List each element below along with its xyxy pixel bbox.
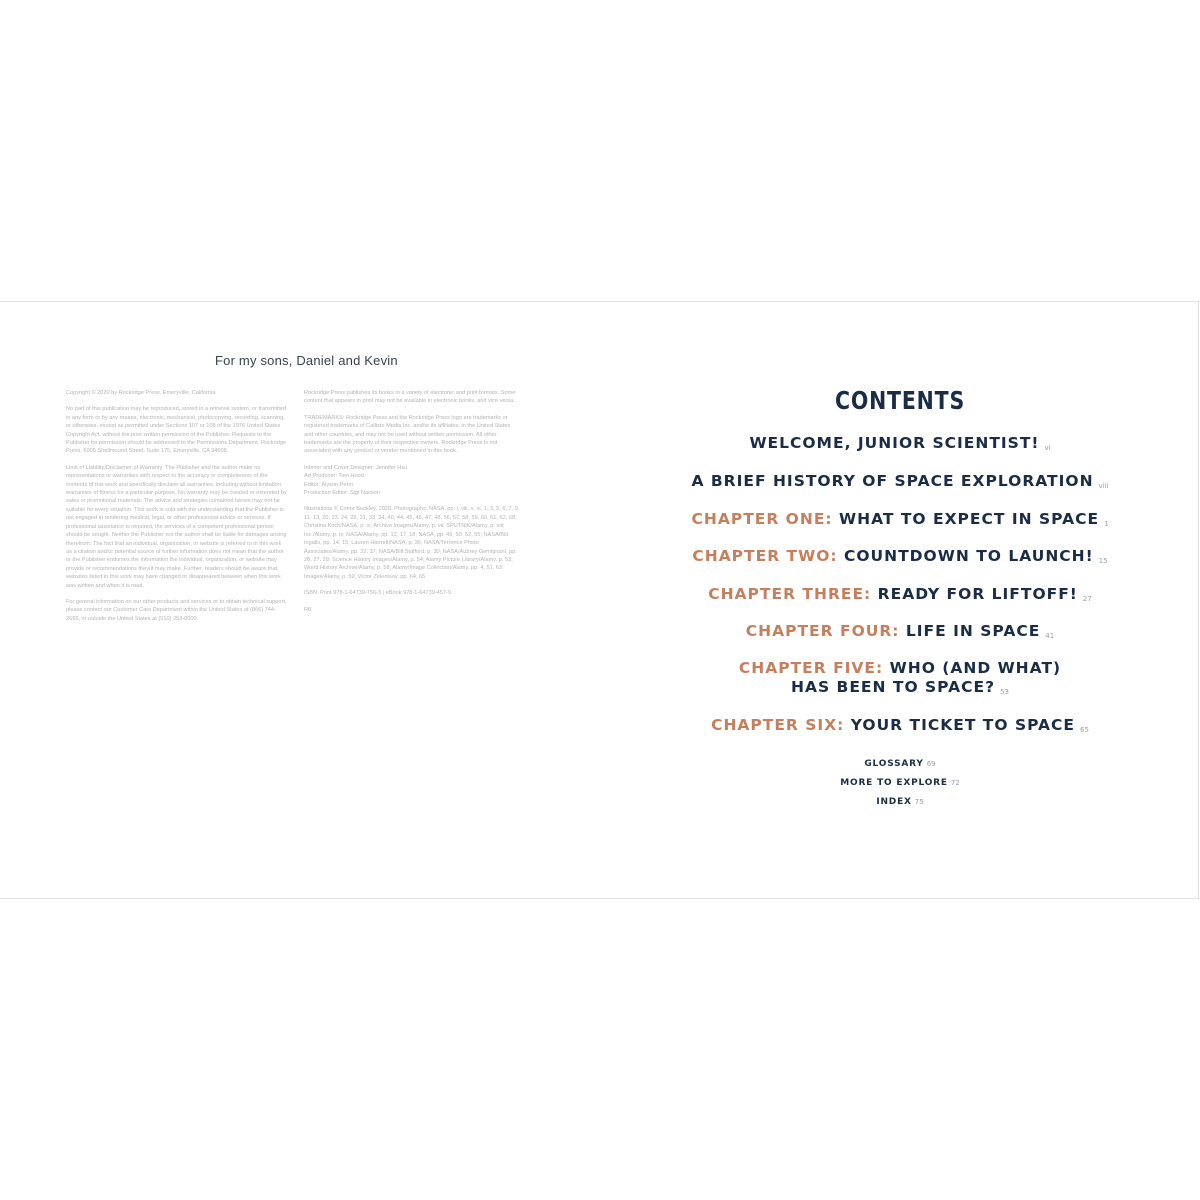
toc-page-number: vi [1044,444,1051,452]
toc-entry[interactable] [640,472,1160,496]
toc-entry-title: WHO (AND WHAT) [889,659,1062,677]
toc-page-number: 69 [926,760,936,768]
toc-page-number: 72 [950,779,960,787]
legal-paragraph: Rockridge Press publishes its books in a variety of electronic and print formats. Some content that appears in print may not be available in electronic books, and vice versa. [304,390,516,405]
toc-entry-title: WHAT TO EXPECT IN SPACE [839,510,1100,528]
toc-entry-title: READY FOR LIFTOFF! [877,585,1078,603]
copyright-column-left [66,389,288,631]
toc-entry[interactable] [640,434,1160,458]
toc-page-number: 75 [914,798,924,806]
toc-entry-title: A BRIEF HISTORY OF SPACE EXPLORATION [691,472,1094,490]
legal-paragraph: No part of this publication may be reproduced, stored in a retrieval system, or transmitted in any form or by any means, electronic, mechanical, photocopying, recording, scanning, or otherwise, except as permitted under Sections 107 or 108 of the 1976 United States Copyright Act, without the prior written permission of the Publisher. Requests to the Publisher for permission should be addressed to the Permissions Department, Rockridge Press, 6005 Shellmound Street, Suite 175, Emeryville, CA 94608. [66,406,287,455]
legal-paragraph: For general information on our other products and services or to obtain technical support, please contact our Customer Care Department within the United States at (866) 744-2665, or outside the United States at (510) 253-0500. [66,598,287,622]
toc-entry-title: WELCOME, JUNIOR SCIENTIST! [749,434,1040,452]
toc-entry-title-line2: HAS BEEN TO SPACE? [790,678,996,696]
toc-entry-title: YOUR TICKET TO SPACE [850,716,1076,734]
back-matter-title: MORE TO EXPLORE [840,778,948,788]
toc-page-number: viii [1098,482,1109,490]
back-matter-title: GLOSSARY [864,759,924,769]
toc-entry[interactable] [640,716,1160,740]
toc-entry[interactable] [640,585,1160,609]
credits-paragraph: Interior and Cover Designer: Jennifer Hsu Art Producer: Tom Hood Editor: Alyson Penn Production Editor: Sigi Nacson [304,464,408,497]
toc-entry[interactable] [640,547,1160,571]
toc-entry[interactable] [640,622,1160,646]
legal-paragraph: TRADEMARKS: Rockridge Press and the Rockridge Press logo are trademarks or registered trademarks of Callisto Media Inc. and/or its affiliates, in the United States and other countries, and may not be used without written permission. All other trademarks are the property of their respective owners. Rockridge Press is not associated with any product or vendor mentioned in this book. [304,414,511,455]
legal-paragraph: Illustrations © Conor Buckley, 2020. Photographs: NASA, pp. i, viii, x, xi, 1, 3, 5, 6, 7, 9, 11, 13, 20, 23, 24, 28, 31, 33, 34, 40, 44, 45, 46, 47, 48, 56, 57, 58, 59, 60, 61, 62, 68; Christina Koch/NASA, p. vi; Archive Images/Alamy, p. vii; SPUTNIK/Alamy, p. viii; Inc./Alamy, p. ix; NASA/Alamy, pp. 12, 17, 18; NASA, pp. 49, 50, 52, 55; NASA/Bill Ingalls, pp. 14, 15; Lauren Harnett/NASA, p. 36; NASA/Terrence Photo Associates/Alamy, pp. 32, 37; NASA/Bill Stafford, p. 30; NASA/Aubrey Gemignani, pp. 26, 27, 29; Science History Images/Alamy, p. 54; Alamy Picture Library/Alamy, p. 53; World History Archive/Alamy, p. 58; Alamy/Image Collection/Alamy, pp. 4, 51, 63; Images/Alamy, p. 59; Victor Zelentsov, pp. 64, 65. [304,506,520,580]
toc-page-number: 65 [1080,726,1089,734]
legal-paragraph: Copyright © 2020 by Rockridge Press, Emeryville, California [66,390,216,396]
contents-title: CONTENTS [834,386,966,415]
toc-entry[interactable] [640,510,1160,534]
back-matter-entry[interactable] [640,759,1160,769]
toc-entry[interactable] [640,659,1160,702]
chapter-label: CHAPTER ONE: [691,510,833,528]
toc-page-number: 41 [1045,632,1055,640]
toc-page-number: 27 [1082,595,1092,603]
isbn-line: ISBN: Print 978-1-64739-756-3 | eBook 978-1-64739-457-9 [304,590,451,597]
toc-page-number: 53 [1000,688,1009,696]
back-matter-entry[interactable] [640,797,1160,807]
legal-paragraph: Limit of Liability/Disclaimer of Warranty: The Publisher and the author make no representations or warranties with respect to the accuracy or completeness of the contents of this work and specifically disclaim all warranties, including without limitation warranties of fitness for a particular purpose. No warranty may be created or extended by sales or promotional materials. The advice and strategies contained herein may not be suitable for every situation. This work is sold with the understanding that the Publisher is not engaged in rendering medical, legal, or other professional advice or services. If professional assistance is required, the services of a competent professional person should be sought. Neither the Publisher nor the author shall be liable for damages arising therefrom. The fact that an individual, organization, or website is referred to in this work as a citation and/or potential source of further information does not mean that the author or the Publisher endorses the information the individual, organization, or website may provide or recommendations they/it may make. Further, readers should be aware that websites listed in this work may have changed or disappeared between when this work was written and when it is read. [66,464,287,589]
copyright-column-right [304,389,520,622]
printing-code: R0 [304,606,312,613]
back-matter-title: INDEX [876,797,912,807]
toc-entry-title: LIFE IN SPACE [905,622,1041,640]
chapter-label: CHAPTER SIX: [711,716,845,734]
toc-page-number: 15 [1098,557,1108,565]
chapter-label: CHAPTER TWO: [692,547,838,565]
back-matter-entry[interactable] [640,778,1160,788]
toc-entry-title: COUNTDOWN TO LAUNCH! [844,547,1094,565]
dedication: For my sons, Daniel and Kevin [215,353,398,368]
toc-page-number: 1 [1104,520,1109,528]
chapter-label: CHAPTER FIVE: [738,659,884,677]
chapter-label: CHAPTER FOUR: [745,622,900,640]
chapter-label: CHAPTER THREE: [708,585,872,603]
book-spread [0,301,1199,899]
contents-page [640,302,1160,898]
